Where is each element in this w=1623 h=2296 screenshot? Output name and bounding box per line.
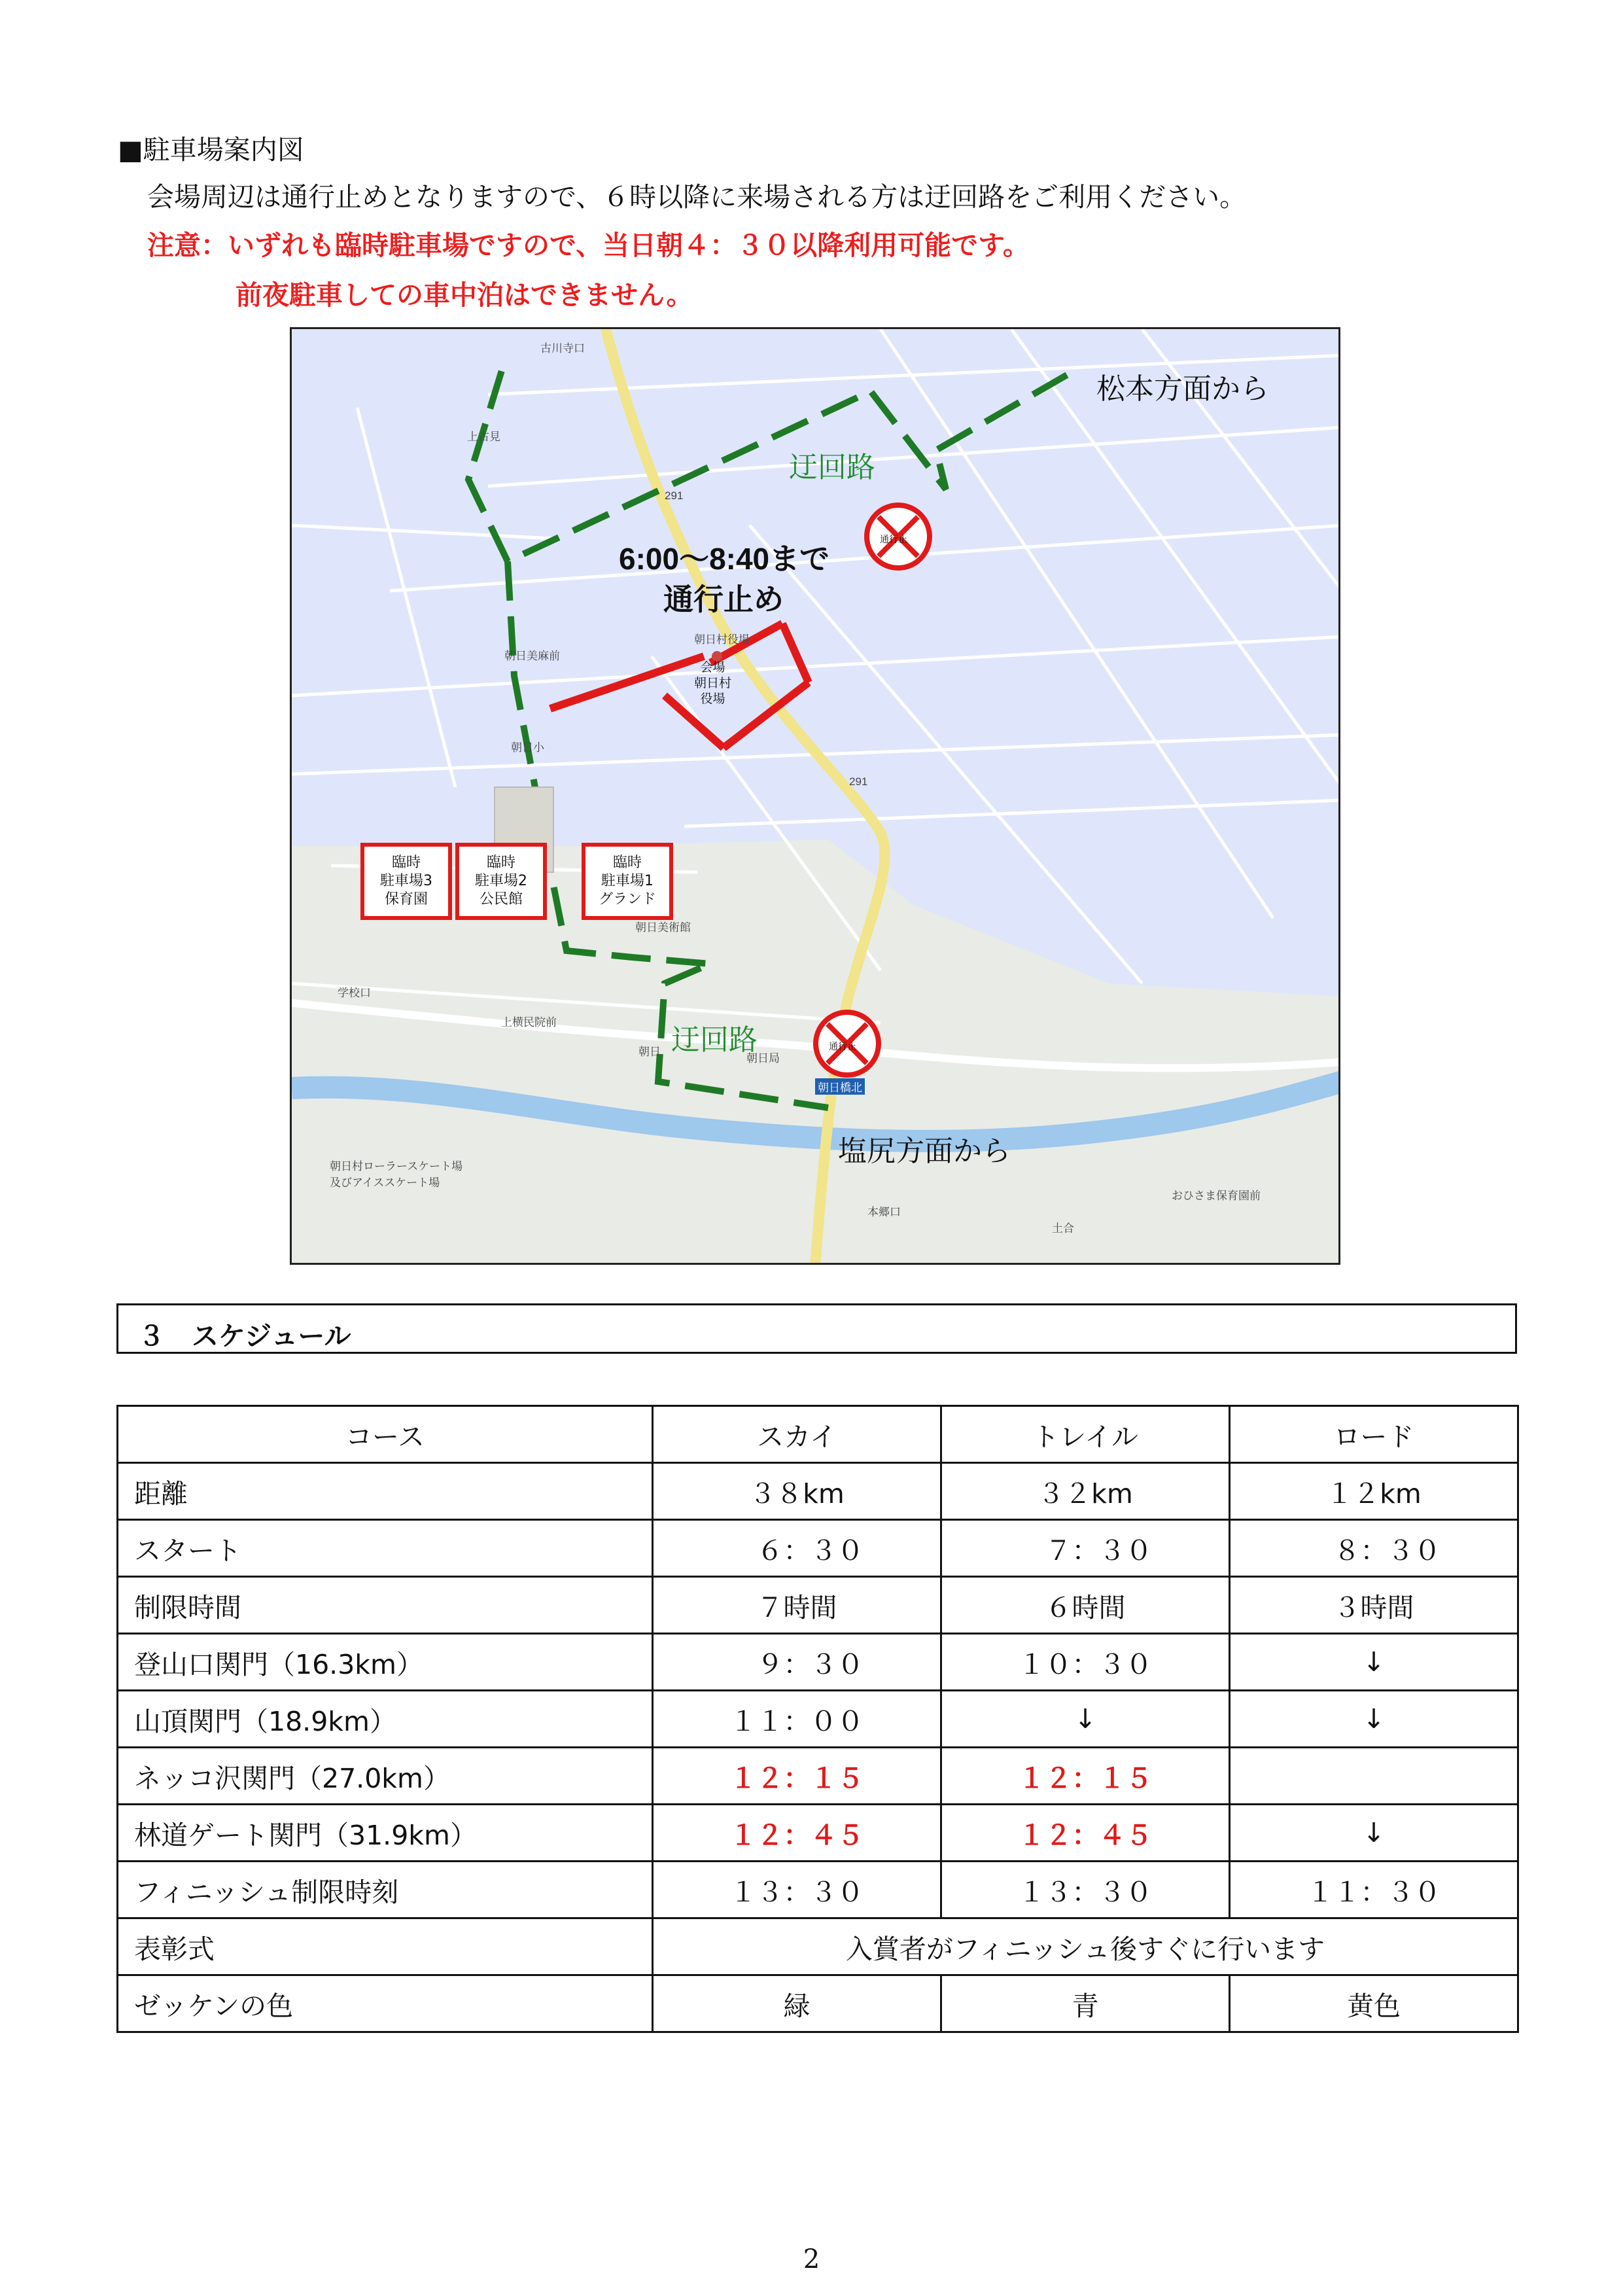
sky-cell: １３：３０ xyxy=(653,1862,941,1918)
trail-cell: １２：１５ xyxy=(941,1748,1230,1805)
map-label-kamiyoko: 上横民院前 xyxy=(501,1016,557,1029)
section-title: ３ スケジュール xyxy=(138,1320,351,1352)
row-label: 制限時間 xyxy=(118,1577,653,1634)
from-matsumoto-label: 松本方面から xyxy=(1096,373,1269,405)
table-row xyxy=(118,1634,1518,1691)
road-cell: １１：３０ xyxy=(1230,1862,1518,1918)
table-row xyxy=(118,1748,1518,1805)
map-label-asahi-bridge: 朝日橋北 xyxy=(815,1078,865,1095)
from-shiojiri-label: 塩尻方面から xyxy=(838,1135,1011,1167)
map-label-route-291b: 291 xyxy=(849,775,868,788)
parking-map xyxy=(290,327,1340,1265)
sky-cell: ９：３０ xyxy=(653,1634,941,1691)
map-label-tsuchiai: 土合 xyxy=(1052,1222,1074,1235)
header-cell: トレイル xyxy=(941,1406,1230,1463)
parking-1-box: 臨時 駐車場1 グランド xyxy=(582,843,673,920)
table-row xyxy=(118,1691,1518,1748)
row-label: スタート xyxy=(118,1520,653,1577)
map-label-asahi-elementary: 朝日小 xyxy=(511,741,544,754)
row-label: フィニッシュ制限時刻 xyxy=(118,1862,653,1918)
parking-2-box: 臨時 駐車場2 公民館 xyxy=(455,843,547,920)
sky-cell: １１：００ xyxy=(653,1691,941,1748)
trail-cell: １２：４５ xyxy=(941,1805,1230,1862)
road-cell: 黄色 xyxy=(1230,1975,1518,2032)
map-label-post-office: 朝日局 xyxy=(746,1052,780,1065)
parking-warning-2: 前夜駐車しての車中泊はできません。 xyxy=(236,279,693,311)
table-row xyxy=(118,1975,1518,2032)
trail-cell: 青 xyxy=(941,1975,1230,2032)
map-label-venue-top: 朝日村役場 xyxy=(694,633,750,646)
road-cell xyxy=(1230,1748,1518,1805)
trail-cell: ６時間 xyxy=(941,1577,1230,1634)
schedule-table xyxy=(116,1405,1519,2033)
road-cell: ３時間 xyxy=(1230,1577,1518,1634)
row-label: 登山口関門（16.3km） xyxy=(118,1634,653,1691)
row-label: 林道ゲート関門（31.9km） xyxy=(118,1805,653,1862)
row-label: ゼッケンの色 xyxy=(118,1975,653,2032)
detour-notice: 会場周辺は通行止めとなりますので、６時以降に来場される方は迂回路をご利用ください。 xyxy=(147,181,1247,213)
map-label-art-museum: 朝日美術館 xyxy=(635,921,691,934)
row-label: 表彰式 xyxy=(118,1918,653,1975)
table-row xyxy=(118,1463,1518,1520)
sky-cell: 緑 xyxy=(653,1975,941,2032)
parking-map-heading: ■駐車場案内図 xyxy=(118,134,304,166)
no-entry-sign-top: 通行止 xyxy=(864,503,932,571)
sky-cell: ６：３０ xyxy=(653,1520,941,1577)
header-cell: ロード xyxy=(1230,1406,1518,1463)
venue-label: 会場 朝日村 役場 xyxy=(694,660,732,706)
table-header-row xyxy=(118,1406,1518,1463)
table-row xyxy=(118,1918,1518,1975)
road-cell: ↓ xyxy=(1230,1691,1518,1748)
header-cell: コース xyxy=(118,1406,653,1463)
sky-cell: ７時間 xyxy=(653,1577,941,1634)
parking-warning-1: 注意：いずれも臨時駐車場ですので、当日朝４：３０以降利用可能です。 xyxy=(147,230,1030,261)
map-label-honkyoguchi: 本郷口 xyxy=(867,1206,901,1218)
sky-cell: １２：１５ xyxy=(653,1748,941,1805)
table-row xyxy=(118,1805,1518,1862)
row-label: 距離 xyxy=(118,1463,653,1520)
map-label-furukawaji: 古川寺口 xyxy=(540,342,585,355)
schedule-section-header xyxy=(116,1303,1517,1354)
trail-cell: １３：３０ xyxy=(941,1862,1230,1918)
map-label-asahi-sta: 朝日 xyxy=(638,1046,661,1058)
map-label-ohisama: おひさま保育園前 xyxy=(1172,1190,1261,1202)
map-label-gakkoguchi: 学校口 xyxy=(338,987,371,999)
detour-label-bottom: 迂回路 xyxy=(671,1024,758,1056)
detour-label-top: 迂回路 xyxy=(789,451,875,484)
map-label-skate-2: 及びアイススケート場 xyxy=(330,1176,440,1189)
road-cell: ↓ xyxy=(1230,1634,1518,1691)
sky-cell: １２：４５ xyxy=(653,1805,941,1862)
map-label-kamifurumi: 上古見 xyxy=(467,431,500,443)
sky-cell: ３８km xyxy=(653,1463,941,1520)
map-label-route-291: 291 xyxy=(665,489,684,502)
table-row xyxy=(118,1862,1518,1918)
road-cell: １２km xyxy=(1230,1463,1518,1520)
table-row xyxy=(118,1520,1518,1577)
table-row xyxy=(118,1577,1518,1634)
trail-cell: ７：３０ xyxy=(941,1520,1230,1577)
closure-time-label: 6:00～8:40まで 通行止め xyxy=(619,542,830,616)
road-cell: ↓ xyxy=(1230,1805,1518,1862)
map-label-skate-1: 朝日村ローラースケート場 xyxy=(330,1160,463,1173)
header-cell: スカイ xyxy=(653,1406,941,1463)
row-label: 山頂関門（18.9km） xyxy=(118,1691,653,1748)
road-cell: ８：３０ xyxy=(1230,1520,1518,1577)
trail-cell: １０：３０ xyxy=(941,1634,1230,1691)
parking-3-box: 臨時 駐車場3 保育園 xyxy=(360,843,452,920)
no-entry-sign-bottom: 通行止 xyxy=(813,1010,881,1078)
trail-cell: ３２km xyxy=(941,1463,1230,1520)
trail-cell: ↓ xyxy=(941,1691,1230,1748)
map-label-asahi-bus: 朝日美麻前 xyxy=(504,650,560,662)
award-cell: 入賞者がフィニッシュ後すぐに行います xyxy=(653,1918,1518,1975)
page-number: 2 xyxy=(803,2244,820,2274)
row-label: ネッコ沢関門（27.0km） xyxy=(118,1748,653,1805)
